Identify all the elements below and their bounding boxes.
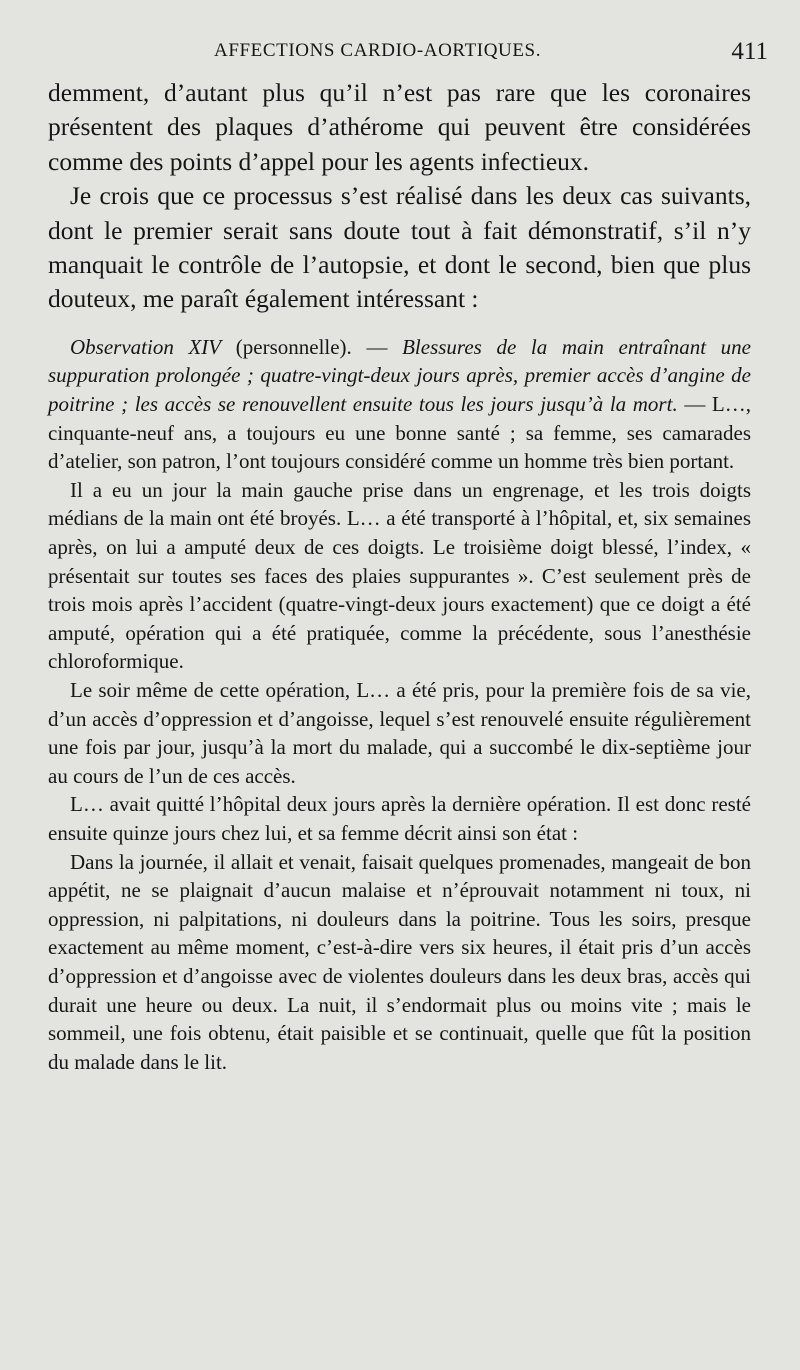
paragraph-intro-cases: Je crois que ce processus s’est réalisé dans les deux cas suivants, dont le premier serait sans doute tout à fait démonstratif, s’il n’y manquait le contrôle de l’autopsie, et dont le second, bien que plus douteux, me paraît également intéressant : [48,181,751,314]
paragraph-first-attack: Le soir même de cette opération, L… a été pris, pour la première fois de sa vie, d’un accès d’oppression et d’angoisse, lequel s’est renouvelé ensuite régulièrement une fois par jour, jusqu’à la mort du malade, qui a succombé le dix-septième jour au cours de l’un de ces accès. [48,677,751,788]
page-number: 411 [731,38,768,65]
observation-paragraph [48,333,751,476]
paragraph-left-hospital: L… avait quitté l’hôpital deux jours après la dernière opération. Il est donc resté ensuite quinze jours chez lui, et sa femme décrit ainsi son état : [48,792,751,845]
paragraph-daily-state: Dans la journée, il allait et venait, faisait quelques promenades, mangeait de bon appétit, ne se plaignait d’aucun malaise et n’éprouvait notamment ni toux, ni oppression, ni palpitations, ni douleurs dans la poitrine. Tous les soirs, presque exactement au même moment, c’est-à-dire vers six heures, il était pris d’un accès d’oppression et d’angoisse avec de violentes douleurs dans les deux bras, accès qui durait une heure ou deux. La nuit, il s’endormait plus ou moins vite ; mais le sommeil, une fois obtenu, était paisible et se continuait, quelle que fût la position du malade dans le lit. [48,849,751,1074]
observation-text: — L…, cinquante-neuf ans, a toujours eu une bonne santé ; sa femme, ses camarades d’atelier, son patron, l’ont toujours considéré comme un homme très bien portant. [48,392,751,474]
page-header [48,38,768,70]
observation-label-note: (personnelle). — [221,334,403,359]
body-text [48,76,751,1076]
paragraph-continuation: demment, d’autant plus qu’il n’est pas rare que les coronaires présentent des plaques d’athérome qui peuvent être considérées comme des points d’appel pour les agents infectieux. [48,78,751,176]
running-title: AFFECTIONS CARDIO-AORTIQUES. [214,40,542,61]
observation-block [48,333,751,1076]
paragraph-accident: Il a eu un jour la main gauche prise dans un engrenage, et les trois doigts médians de la main ont été broyés. L… a été transporté à l’hôpital, et, six semaines après, on lui a amputé deux de ces doigts. Le troisième doigt blessé, l’index, « présentait sur toutes ses faces des plaies suppurantes ». C’est seulement près de trois mois après l’accident (quatre-vingt-deux jours exactement) que ce doigt a été amputé, opération qui a été pratiquée, comme la précédente, sous l’anesthésie chloroformique. [48,477,751,674]
observation-title: Blessures de la main entraînant une suppuration prolongée ; quatre-vingt-deux jours après, premier accès d’angine de poitrine ; les accès se renouvellent ensuite tous les jours jusqu’à la mort. [48,334,751,417]
main-text-block [48,76,751,317]
observation-label: Observation XIV [70,334,222,359]
